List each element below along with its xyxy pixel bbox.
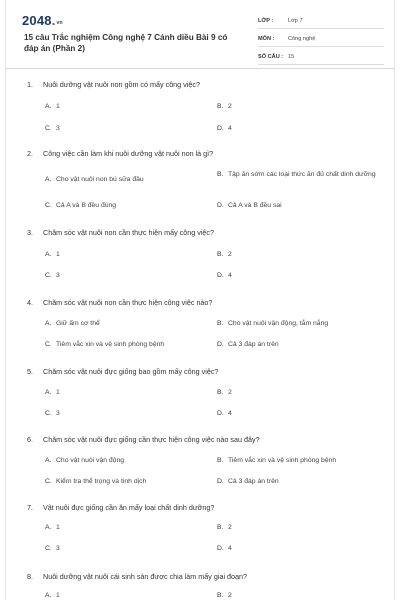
option-text: 3 xyxy=(56,410,60,417)
question-label: Chăm sóc vật nuôi non cần thực hiện công việc nào? xyxy=(43,298,213,307)
question-number: 1. xyxy=(27,80,33,89)
meta-row-grade xyxy=(258,14,384,29)
answer-option-a[interactable] xyxy=(45,319,100,329)
answer-option-a[interactable] xyxy=(45,591,60,600)
option-label: D. xyxy=(217,545,224,552)
answer-option-d[interactable] xyxy=(217,124,232,134)
option-text: Tiêm vắc xin và vệ sinh phòng bệnh xyxy=(228,457,337,464)
question-label: Chăm sóc vật nuôi non cần thực hiện mấy công việc? xyxy=(43,228,215,237)
option-text: 1 xyxy=(56,524,60,531)
answer-option-c[interactable] xyxy=(45,340,164,350)
answer-option-d[interactable] xyxy=(217,477,279,487)
option-label: D. xyxy=(217,272,224,279)
meta-row-subject xyxy=(258,32,384,47)
option-label: B. xyxy=(217,524,224,531)
option-text: Cả 3 đáp án trên xyxy=(228,341,279,348)
question-text xyxy=(27,228,214,237)
question-text xyxy=(27,149,213,158)
option-label: A. xyxy=(45,389,52,396)
option-text: 2 xyxy=(228,389,232,396)
answer-option-d[interactable] xyxy=(217,271,232,281)
option-text: Cả 3 đáp án trên xyxy=(228,478,279,485)
question-label: Công việc cần làm khi nuôi dưỡng vật nuôi non là gì? xyxy=(43,149,214,158)
option-text: 4 xyxy=(228,545,232,552)
meta-key: SỐ CÂU : xyxy=(258,54,284,60)
option-text: 1 xyxy=(56,389,60,396)
option-label: D. xyxy=(217,202,224,209)
meta-row-count xyxy=(258,50,384,65)
answer-option-c[interactable] xyxy=(45,409,60,419)
option-label: A. xyxy=(45,457,52,464)
question-text xyxy=(27,367,218,376)
answer-option-a[interactable] xyxy=(45,250,60,260)
question-text xyxy=(27,298,212,307)
option-text: 2 xyxy=(228,524,232,531)
option-label: D. xyxy=(217,478,224,485)
option-text: 2 xyxy=(228,251,232,258)
meta-value: Lớp 7 xyxy=(288,18,303,24)
option-text: Tập ăn sớm các loại thức ăn đủ chất dinh dưỡng xyxy=(228,171,376,178)
option-label: B. xyxy=(217,171,224,178)
question-number: 2. xyxy=(27,149,33,158)
option-text: 3 xyxy=(56,545,60,552)
answer-option-c[interactable] xyxy=(45,124,60,134)
option-label: A. xyxy=(45,176,52,183)
option-label: B. xyxy=(217,457,224,464)
option-label: B. xyxy=(217,592,224,599)
answer-option-a[interactable] xyxy=(45,102,60,112)
option-label: A. xyxy=(45,592,52,599)
option-text: 2 xyxy=(228,592,232,599)
question-label: Chăm sóc vật nuôi đực giống bao gồm mấy công việc? xyxy=(43,367,219,376)
question-text xyxy=(27,572,247,581)
option-text: 3 xyxy=(56,272,60,279)
meta-key: MÔN : xyxy=(258,36,275,42)
option-text: Cho vật nuôi vận động xyxy=(56,457,125,464)
answer-option-a[interactable] xyxy=(45,175,144,185)
worksheet-header xyxy=(6,0,394,69)
option-label: C. xyxy=(45,341,52,348)
answer-option-b[interactable] xyxy=(217,102,232,112)
option-text: 1 xyxy=(56,592,60,599)
option-label: C. xyxy=(45,478,52,485)
answer-option-d[interactable] xyxy=(217,409,232,419)
logo-suffix: vn xyxy=(56,20,63,26)
answer-option-a[interactable] xyxy=(45,523,60,533)
option-label: B. xyxy=(217,389,224,396)
answer-option-b[interactable] xyxy=(217,388,232,398)
question-number: 6. xyxy=(27,435,33,444)
option-text: Cả A và B đều sai xyxy=(228,202,282,209)
option-text: 2 xyxy=(228,103,232,110)
question-label: Vật nuôi đực giống cần ăn mấy loại chất dinh dưỡng? xyxy=(43,503,215,512)
option-label: C. xyxy=(45,545,52,552)
meta-value: 15 xyxy=(288,54,295,60)
option-label: C. xyxy=(45,125,52,132)
worksheet-meta xyxy=(258,14,384,68)
answer-option-c[interactable] xyxy=(45,544,60,554)
answer-option-b[interactable] xyxy=(217,250,232,260)
option-text: Tiêm vắc xin và vệ sinh phòng bệnh xyxy=(56,341,165,348)
answer-option-d[interactable] xyxy=(217,201,282,211)
question-text xyxy=(27,435,260,444)
option-text: 4 xyxy=(228,125,232,132)
option-text: Cho vật nuôi vận động, tắm nắng xyxy=(228,320,329,327)
question-label: Nuôi dưỡng vật nuôi non gồm có mấy công việc? xyxy=(43,80,200,89)
question-text xyxy=(27,503,214,512)
option-label: A. xyxy=(45,320,52,327)
answer-option-a[interactable] xyxy=(45,456,124,466)
question-number: 4. xyxy=(27,298,33,307)
option-label: B. xyxy=(217,251,224,258)
answer-option-b[interactable] xyxy=(217,591,232,600)
answer-option-b[interactable] xyxy=(217,319,328,329)
meta-value: Công nghệ xyxy=(288,36,316,42)
option-label: D. xyxy=(217,125,224,132)
option-text: 1 xyxy=(56,103,60,110)
option-text: Giữ ấm cơ thể xyxy=(56,320,100,327)
option-text: Kiểm tra thể trọng và tinh dịch xyxy=(56,478,147,485)
question-label: Nuôi dưỡng vật nuôi cái sinh sản được chia làm mấy giai đoạn? xyxy=(43,572,248,581)
option-text: 4 xyxy=(228,272,232,279)
question-label: Chăm sóc vật nuôi đực giống cần thực hiện công việc nào sau đây? xyxy=(43,435,260,444)
option-label: C. xyxy=(45,410,52,417)
option-label: C. xyxy=(45,202,52,209)
answer-option-c[interactable] xyxy=(45,271,60,281)
option-text: Cả A và B đều đúng xyxy=(56,202,117,209)
option-text: 1 xyxy=(56,251,60,258)
option-label: B. xyxy=(217,320,224,327)
answer-option-b[interactable] xyxy=(217,456,336,466)
option-text: 4 xyxy=(228,410,232,417)
option-label: D. xyxy=(217,341,224,348)
option-text: 3 xyxy=(56,125,60,132)
question-text xyxy=(27,80,200,89)
logo-dot: . xyxy=(51,13,56,28)
answer-option-c[interactable] xyxy=(45,201,116,211)
question-number: 8. xyxy=(27,572,33,581)
logo-main: 2048 xyxy=(22,13,52,28)
option-label: A. xyxy=(45,524,52,531)
option-label: B. xyxy=(217,103,224,110)
question-number: 5. xyxy=(27,367,33,376)
answer-option-b[interactable] xyxy=(217,170,377,180)
meta-key: LỚP : xyxy=(258,18,274,24)
answer-option-d[interactable] xyxy=(217,544,232,554)
option-label: D. xyxy=(217,410,224,417)
answer-option-a[interactable] xyxy=(45,388,60,398)
answer-option-b[interactable] xyxy=(217,523,232,533)
question-number: 3. xyxy=(27,228,33,237)
worksheet-page xyxy=(5,0,395,600)
option-label: C. xyxy=(45,272,52,279)
page-title: 15 câu Trắc nghiệm Công nghệ 7 Cánh diều Bài 9 có đáp án (Phần 2) xyxy=(24,33,228,53)
option-label: A. xyxy=(45,251,52,258)
answer-option-d[interactable] xyxy=(217,340,279,350)
site-logo[interactable] xyxy=(22,13,63,28)
question-number: 7. xyxy=(27,503,33,512)
option-label: A. xyxy=(45,103,52,110)
option-text: Cho vật nuôi non bú sữa đầu xyxy=(56,176,144,183)
answer-option-c[interactable] xyxy=(45,477,146,487)
